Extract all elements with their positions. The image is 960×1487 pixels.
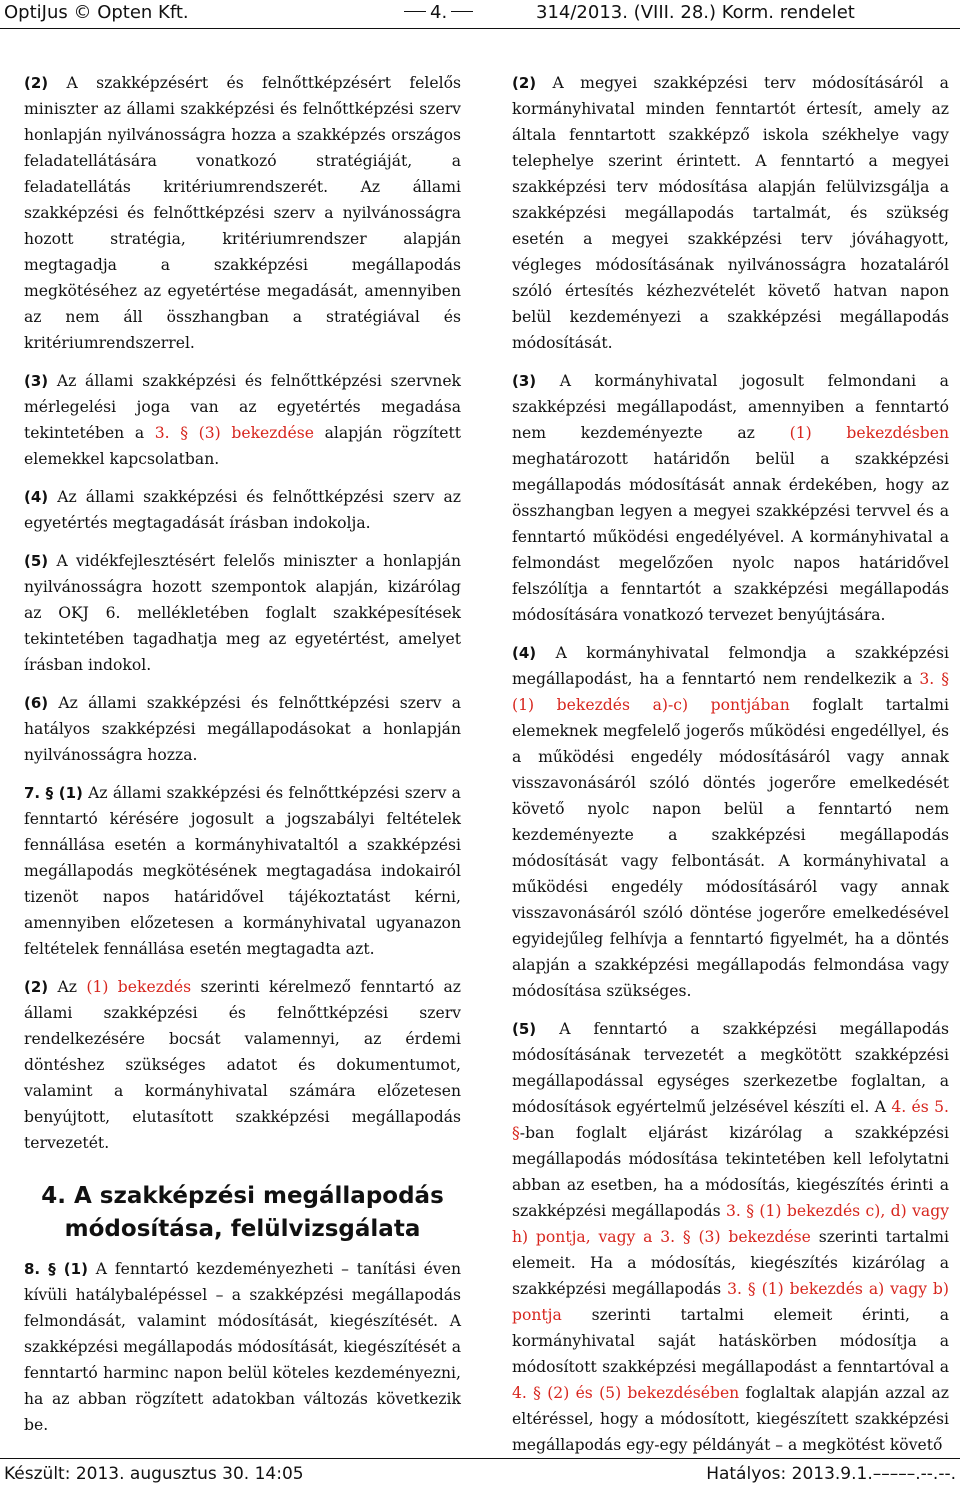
section-7-paragraph-2: (2) Az (1) bekezdés szerinti kérelmező fenntartó az állami szakképzési és felnőttképzési szerv rendelkezésére bocsát valamennyi, az érdemi döntéshez szükséges adatot és dokumentumot, valamint a kormányhivatal számára előzetesen benyújtott, elutasított szakképzési megállapodás tervezetét.	[24, 978, 461, 1152]
paragraph-4: (4) A kormányhivatal felmondja a szakképzési megállapodást, ha a fenntartó nem rendelkezik a 3. § (1) bekezdés a)-c) pontjában foglalt tartalmi elemeknek megfelelő jogerős működési engedéllyel, és a működési engedély módosításáról vagy annak visszavonásáról szóló döntés jogerőre emelkedését követő nyolc napon belül a fenntartó nem kezdeményezte a szakképzési megállapodás módosítását vagy felbontását. A kormányhivatal a működési engedély módosításáról vagy annak visszavonásáról szóló döntése jogerőre emelkedésével egyidejűleg felhívja a fenntartó figyelmét, ha a döntés alapján a szakképzési megállapodás felmondása vagy módosítása szükséges.	[512, 644, 949, 1000]
paragraph-5: (5) A vidékfejlesztésért felelős miniszter a honlapján nyilvánosságra hozott szempontok alapján, kizárólag az OKJ 6. mellékletében foglalt szakképesítések tekintetében tagadhatja meg az egyetértést, amelyet írásban indokol.	[24, 552, 461, 674]
paragraph-3: (3) Az állami szakképzési és felnőttképzési szervnek mérlegelési joga van az egyetértés megadása tekintetében a 3. § (3) bekezdése alapján rögzített elemekkel kapcsolatban.	[24, 372, 461, 468]
paragraph-3: (3) A kormányhivatal jogosult felmondani a szakképzési megállapodást, amennyiben a fenntartó nem kezdeményezte az (1) bekezdésben meghatározott határidőn belül a szakképzési megállapodás módosítását annak érdekében, hogy az összhangban legyen a megyei szakképzési tervvel és a fenntartó működési engedélyével. A kormányhivatal a felmondást megelőzően nyolc napos határidővel felszólítja a fenntartót a szakképzési megállapodás módosítására vonatkozó tervezet benyújtására.	[512, 372, 949, 624]
publisher-label: OptiJus © Opten Kft.	[4, 2, 189, 23]
reference-link[interactable]: 3. § (3) bekezdése	[154, 424, 314, 442]
paragraph-4: (4) Az állami szakképzési és felnőttképzési szerv az egyetértés megtagadását írásban indokolja.	[24, 488, 461, 532]
reference-link[interactable]: (1) bekezdés	[86, 978, 192, 996]
paragraph-2: (2) A megyei szakképzési terv módosításáról a kormányhivatal minden fenntartót értesít, amely az általa fenntartott szakképző iskola székhelye vagy telephelye szerint érintett. A fenntartó a megyei szakképzési terv módosítása alapján felülvizsgálja a szakképzési megállapodás tartalmát, és szükség esetén a megyei szakképzési terv jóváhagyott, végleges módosításának nyilvánosságra hozataláról szóló értesítés kézhezvételét követő hatvan napon belül kezdeményezi a szakképzési megállapodás módosítását.	[512, 74, 949, 352]
created-timestamp: Készült: 2013. augusztus 30. 14:05	[4, 1464, 304, 1484]
reference-link[interactable]: 3. § (1) bekezdés a) vagy b) pontja	[512, 1280, 949, 1324]
reference-link[interactable]: 4. és 5. §	[512, 1098, 949, 1142]
page-header	[0, 0, 960, 29]
section-8-paragraph-1: 8. § (1) A fenntartó kezdeményezheti – tanítási éven kívüli hatálybalépéssel – a szakképzési megállapodás felmondását, valamint módosítását, kiegészítését. A szakképzési megállapodás módosítását, kiegészítését a fenntartó harminc napon belül köteles kezdeményezni, ha az abban rögzített adatokban változás következik be.	[24, 1260, 461, 1434]
effective-date: Hatályos: 2013.9.1.–––––.--.--.	[706, 1464, 956, 1484]
paragraph-6: (6) Az állami szakképzési és felnőttképzési szerv a hatályos szakképzési megállapodásokat a honlapján nyilvánosságra hozza.	[24, 694, 461, 764]
left-column	[24, 70, 461, 1450]
section-7-paragraph-1: 7. § (1) Az állami szakképzési és felnőttképzési szerv a fenntartó kérésére jogosult a jogszabályi feltételek fennállása esetén a kormányhivataltól a szakképzési megállapodás megkötésének megtagadása indokairól tizenöt napos határidővel tájékoztatást kérni, amennyiben előzetesen a kormányhivatal ugyanazon feltételek fennállása esetén megtagadta azt.	[24, 784, 461, 958]
right-column	[512, 70, 949, 1470]
paragraph-5: (5) A fenntartó a szakképzési megállapodás módosításának tervezetét a megkötött szakképzési megállapodással egységes szerkezetbe foglaltan, a módosítások egyértelmű jelzésével készíti el. A 4. és 5. §-ban foglalt eljárást kizárólag a szakképzési megállapodás módosítása tekintetében kell lefolytatni abban az esetben, ha a módosítás, kiegészítés érinti a szakképzési megállapodás 3. § (1) bekezdés c), d) vagy h) pontja, vagy a 3. § (3) bekezdése szerinti tartalmi elemeit. Ha a módosítás, kiegészítés kizárólag a szakképzési megállapodás 3. § (1) bekezdés a) vagy b) pontja szerinti tartalmi elemeit érinti, a kormányhivatal saját hatáskörben módosítja a módosított szakképzési megállapodást a fenntartóval a 4. § (2) és (5) bekezdésében foglaltak alapján azzal az eltéréssel, hogy a módosított, kiegészített szakképzési megállapodás egy-egy példányát – a megkötést követő	[512, 1020, 950, 1454]
page-footer	[0, 1458, 960, 1485]
page-number: 4.	[400, 0, 477, 26]
paragraph-2: (2) A szakképzésért és felnőttképzésért felelős miniszter az állami szakképzési és felnőttképzési szerv honlapján nyilvánosságra hozza a szakképzés országos feladatellátására vonatkozó stratégiáját, a feladatellátás kritériumrendszerét. Az állami szakképzési és felnőttképzési szerv a nyilvánosságra hozott stratégia, kritériumrendszer alapján megtagadja a szakképzési megállapodás megkötéséhez az egyetértése megadását, amennyiben az nem áll összhangban a stratégiával és kritériumrendszerrel.	[24, 74, 461, 352]
reference-link[interactable]: 3. § (1) bekezdés a)-c) pontjában	[512, 670, 949, 714]
reference-link[interactable]: 4. § (2) és (5) bekezdésében	[512, 1384, 740, 1402]
chapter-heading: 4. A szakképzési megállapodás módosítása, felülvizsgálata	[41, 1183, 444, 1242]
reference-link[interactable]: (1) bekezdésben	[789, 424, 949, 442]
reference-link[interactable]: 3. § (1) bekezdés c), d) vagy h) pontja, vagy a 3. § (3) bekezdése	[512, 1202, 950, 1246]
decree-title: 314/2013. (VIII. 28.) Korm. rendelet	[536, 2, 855, 23]
